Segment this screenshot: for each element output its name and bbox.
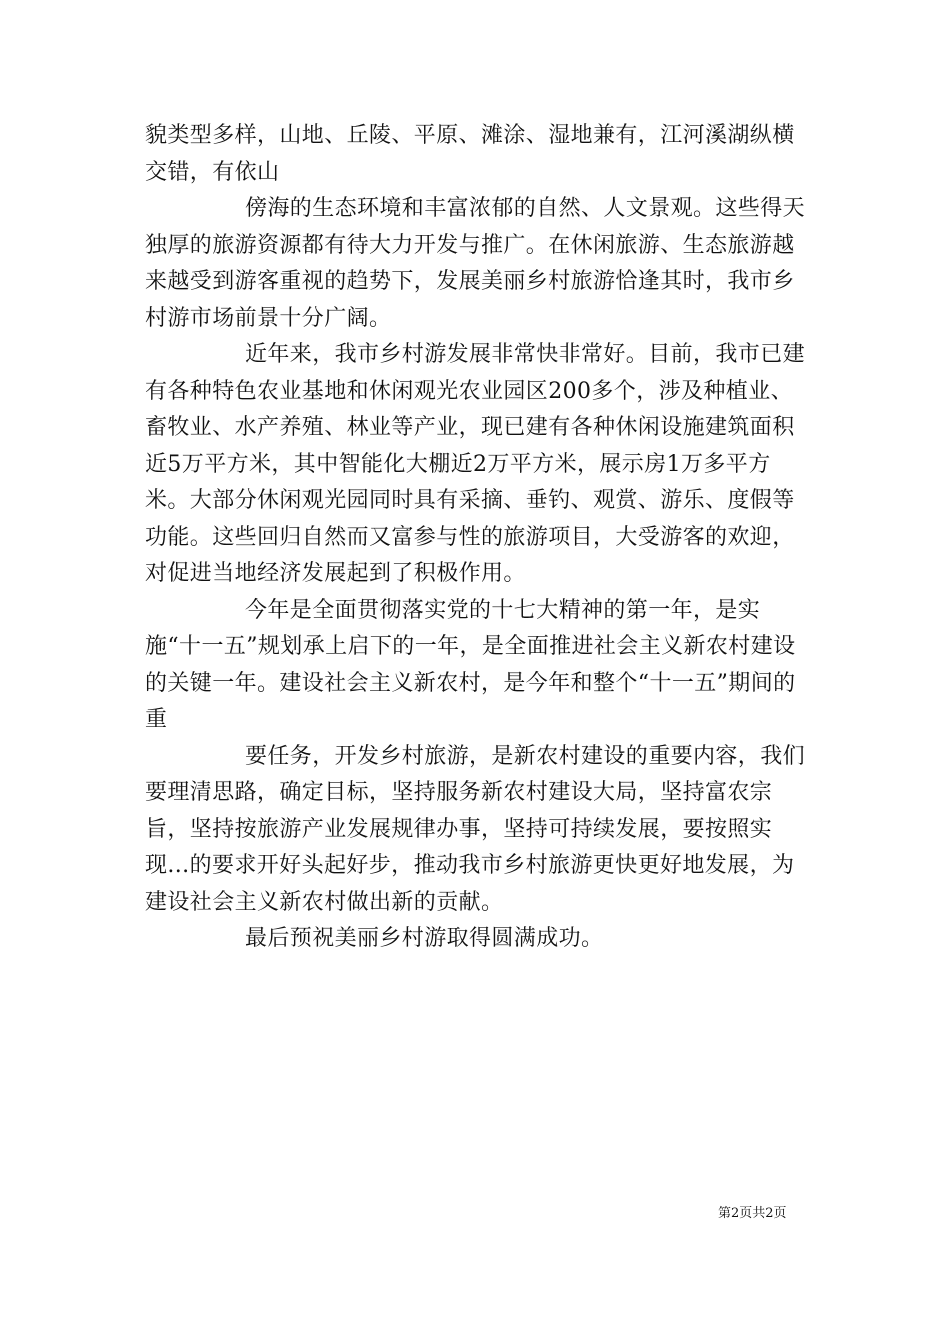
paragraph-6: 最后预祝美丽乡村游取得圆满成功。 [245, 926, 604, 951]
page-number: 第2页共2页 [718, 1206, 787, 1221]
paragraph-4: 今年是全面贯彻落实党的十七大精神的第一年，是实施“十一五”规划承上启下的一年，是全面推进社会主义新农村建设的关键一年。建设社会主义新农村，是今年和整个“十一五”期间的重 [145, 597, 796, 732]
paragraph-5: 要任务，开发乡村旅游，是新农村建设的重要内容，我们要理清思路，确定目标，坚持服务新农村建设大局，坚持富农宗旨，坚持按旅游产业发展规律办事，坚持可持续发展，要按照实现...的要求开好头起好步，推动我市乡村旅游更快更好地发展，为建设社会主义新农村做出新的贡献。 [145, 743, 806, 915]
paragraph-1: 貌类型多样，山地、丘陵、平原、滩涂、湿地兼有，江河溪湖纵横交错，有依山 [145, 123, 795, 185]
paragraph-3: 近年来，我市乡村游发展非常快非常好。目前，我市已建有各种特色农业基地和休闲观光农业园区200多个，涉及种植业、畜牧业、水产养殖、林业等产业，现已建有各种休闲设施建筑面积近5万平方米，其中智能化大棚近2万平方米，展示房1万多平方米。大部分休闲观光园同时具有采摘、垂钓、观赏、游乐、度假等功能。这些回归自然而又富参与性的旅游项目，大受游客的欢迎，对促进当地经济发展起到了积极作用。 [145, 342, 806, 586]
paragraph-2: 傍海的生态环境和丰富浓郁的自然、人文景观。这些得天独厚的旅游资源都有待大力开发与推广。在休闲旅游、生态旅游越来越受到游客重视的趋势下，发展美丽乡村旅游恰逢其时，我市乡村游市场前景十分广阔。 [145, 196, 806, 331]
document-body [145, 118, 810, 958]
